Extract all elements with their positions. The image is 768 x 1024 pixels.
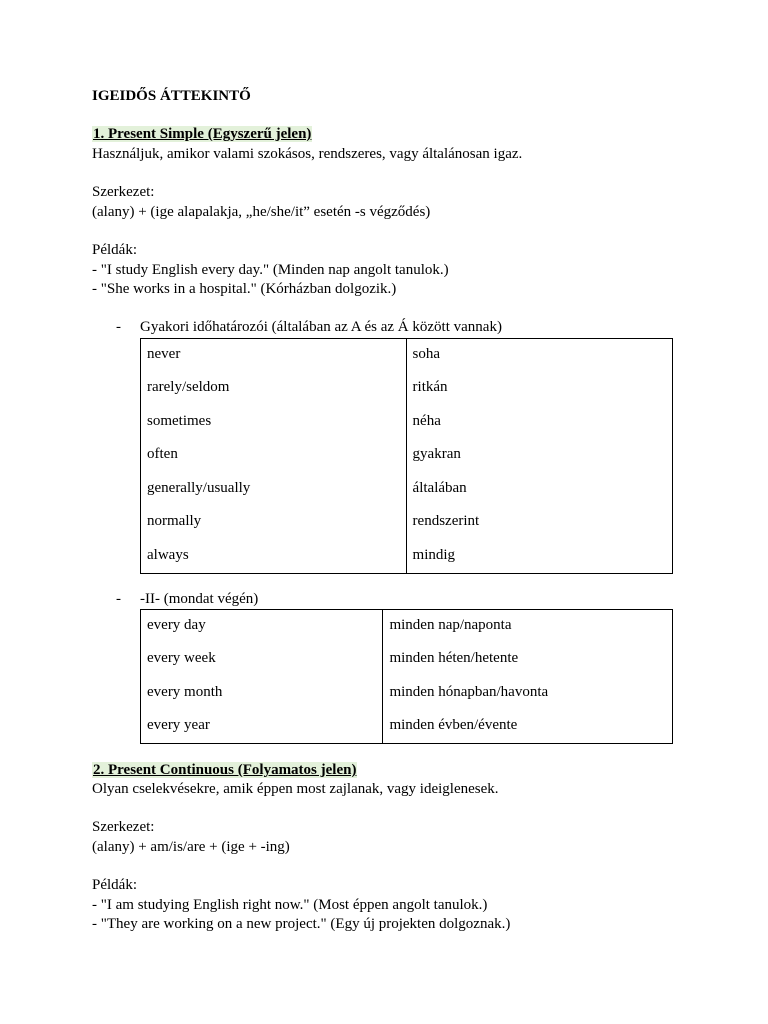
frequency-adverb-row [141,473,673,507]
section-1-structure-label: Szerkezet: [92,184,155,200]
frequency-adverb-row [141,339,673,373]
frequency-adverb-hungarian-cell: soha [406,339,672,373]
section-1-heading: 1. Present Simple (Egyszerű jelen) [93,126,312,142]
frequency-adverb-row [141,406,673,440]
list-2-label: -II- (mondat végén) [140,591,259,607]
time-expression-row [141,643,673,677]
section-2-examples-label: Példák: [92,877,137,893]
frequency-adverb-hungarian-cell: rendszerint [406,506,672,540]
time-expression-english-cell: every month [141,677,383,711]
frequency-adverbs-table-body [141,339,673,574]
section-2-example-2: - "They are working on a new project." (Egy új projekten dolgoznak.) [92,916,511,932]
frequency-adverb-hungarian-cell: gyakran [406,439,672,473]
list-1-label: Gyakori időhatározói (általában az A és az Á között vannak) [140,319,502,335]
time-expression-hungarian-cell: minden nap/naponta [383,610,673,644]
frequency-adverb-english-cell: often [141,439,407,473]
time-expression-row [141,610,673,644]
list-2-bullet: - [116,591,121,607]
frequency-adverbs-table [140,338,673,574]
frequency-adverb-row [141,439,673,473]
frequency-adverb-english-cell: never [141,339,407,373]
time-expressions-table-body [141,610,673,744]
section-1-example-2: - "She works in a hospital." (Kórházban dolgozik.) [92,281,397,297]
frequency-adverb-english-cell: always [141,540,407,574]
frequency-adverb-hungarian-cell: mindig [406,540,672,574]
section-1-description: Használjuk, amikor valami szokásos, rendszeres, vagy általánosan igaz. [92,146,523,162]
section-2-structure: (alany) + am/is/are + (ige + -ing) [92,839,290,855]
frequency-adverb-english-cell: normally [141,506,407,540]
frequency-adverb-english-cell: rarely/seldom [141,372,407,406]
frequency-adverb-english-cell: sometimes [141,406,407,440]
document-title: IGEIDŐS ÁTTEKINTŐ [92,88,251,104]
section-1-structure: (alany) + (ige alapalakja, „he/she/it” esetén -s végződés) [92,204,431,220]
section-1-heading-wrap [92,125,312,145]
time-expression-english-cell: every week [141,643,383,677]
frequency-adverb-row [141,540,673,574]
frequency-adverb-row [141,372,673,406]
section-2-example-1: - "I am studying English right now." (Most éppen angolt tanulok.) [92,897,488,913]
section-1-examples-label: Példák: [92,242,137,258]
section-2-description: Olyan cselekvésekre, amik éppen most zajlanak, vagy ideiglenesek. [92,781,499,797]
time-expression-hungarian-cell: minden hónapban/havonta [383,677,673,711]
time-expression-hungarian-cell: minden héten/hetente [383,643,673,677]
time-expression-row [141,710,673,744]
section-2-structure-label: Szerkezet: [92,819,155,835]
frequency-adverb-hungarian-cell: néha [406,406,672,440]
list-1-bullet: - [116,319,121,335]
frequency-adverb-row [141,506,673,540]
frequency-adverb-hungarian-cell: ritkán [406,372,672,406]
time-expression-english-cell: every day [141,610,383,644]
section-2-heading: 2. Present Continuous (Folyamatos jelen) [93,762,357,778]
section-2-heading-wrap [92,761,357,781]
time-expression-english-cell: every year [141,710,383,744]
time-expressions-table [140,609,673,744]
section-1-example-1: - "I study English every day." (Minden nap angolt tanulok.) [92,262,449,278]
frequency-adverb-english-cell: generally/usually [141,473,407,507]
time-expression-row [141,677,673,711]
time-expression-hungarian-cell: minden évben/évente [383,710,673,744]
frequency-adverb-hungarian-cell: általában [406,473,672,507]
